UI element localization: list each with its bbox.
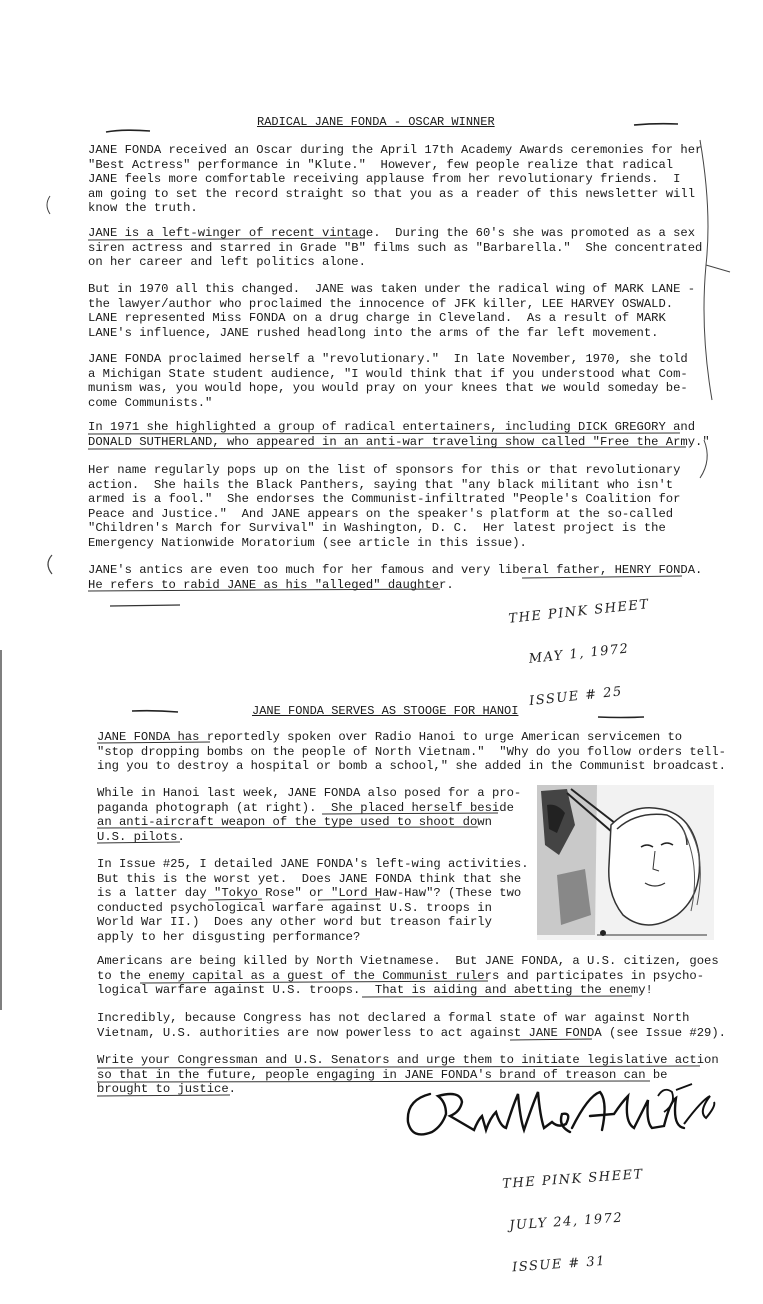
article1-paragraph-1: JANE FONDA received an Oscar during the April 17th Academy Awards ceremonies for her "Best Actress" performance in "Klute." However, few people realize that radical JANE feels more comfortable receiving applause from her revolutionary friends. I am going to set the record straight so that you as a reader of this newsletter will know the truth. bbox=[88, 143, 703, 216]
article2-paragraph-4: Americans are being killed by North Vietnamese. But JANE FONDA, a U.S. citizen, goes to the enemy capital as a guest of the Communist rulers and participates in psycho- logical warfare against U.S. troops. That is aiding and abetting the enemy! bbox=[97, 954, 719, 998]
note1-line-2: MAY 1, 1972 bbox=[528, 641, 631, 667]
note2-line-1: THE PINK SHEET bbox=[501, 1167, 645, 1192]
article2-paragraph-2: While in Hanoi last week, JANE FONDA also posed for a pro- paganda photograph (at right). She placed herself beside an anti-aircraft weapon of the type used to shoot down U.S. pilots. bbox=[97, 786, 522, 844]
note2-line-2: JULY 24, 1972 bbox=[508, 1210, 624, 1234]
article1-paragraph-5: In 1971 she highlighted a group of radical entertainers, including DICK GREGORY and DONALD SUTHERLAND, who appeared in an anti-war traveling show called "Free the Army." bbox=[88, 420, 710, 449]
article1-title: RADICAL JANE FONDA - OSCAR WINNER bbox=[257, 115, 495, 129]
article1-paragraph-6: Her name regularly pops up on the list of sponsors for this or that revolutionary action. She hails the Black Panthers, saying that "any black militant who isn't armed is a fool." She endorses the Communist-infiltrated "People's Coalition for Peace and Justice." And JANE appears on the speaker's platform at the so-called "Children's March for Survival" in Washington, D. C. Her latest project is the Emergency Nationwide Moratorium (see article in this issue). bbox=[88, 463, 681, 550]
article1-paragraph-3: But in 1970 all this changed. JANE was taken under the radical wing of MARK LANE - the lawyer/author who proclaimed the innocence of JFK killer, LEE HARVEY OSWALD. LANE represented Miss FONDA on a drug charge in Cleveland. As a result of MARK LANE's influence, JANE rushed headlong into the arms of the far left movement. bbox=[88, 282, 696, 340]
article1-paragraph-2: JANE is a left-winger of recent vintage. During the 60's she was promoted as a sex siren actress and starred in Grade "B" films such as "Barbarella." She concentrated on her career and left politics alone. bbox=[88, 226, 703, 270]
article2-paragraph-1: JANE FONDA has reportedly spoken over Radio Hanoi to urge American servicemen to "stop dropping bombs on the people of North Vietnam." "Why do you follow orders tell- ing you to destroy a hospital or bomb a school," she added in the Communist broadcast. bbox=[97, 730, 726, 774]
note1-line-1: THE PINK SHEET bbox=[507, 597, 651, 627]
article1-paragraph-4: JANE FONDA proclaimed herself a "revolutionary." In late November, 1970, she told a Michigan State student audience, "I would think that if you understood what Com- munism was, you would hope, you would pray on your knees that we would someday be- come Communists." bbox=[88, 352, 688, 410]
handwritten-underlines-article1 bbox=[0, 0, 763, 640]
article2-paragraph-5: Incredibly, because Congress has not declared a formal state of war against North Vietnam, U.S. authorities are now powerless to act against JANE FONDA (see Issue #29). bbox=[97, 1011, 726, 1040]
article2-title: JANE FONDA SERVES AS STOOGE FOR HANOI bbox=[252, 704, 519, 718]
handwritten-note-pink-sheet-issue-31 bbox=[500, 1140, 652, 1304]
propaganda-photograph bbox=[537, 785, 714, 940]
article2-paragraph-3: In Issue #25, I detailed JANE FONDA's left-wing activities. But this is the worst yet. Does JANE FONDA think that she is a latter day "Tokyo Rose" or "Lord Haw-Haw"? (These two conducted psychological warfare against U.S. troops in World War II.) Does any other word but treason fairly apply to her disgusting performance? bbox=[97, 857, 529, 944]
article1-paragraph-7: JANE's antics are even too much for her famous and very liberal father, HENRY FONDA. He refers to rabid JANE as his "alleged" daughter. bbox=[88, 563, 703, 592]
note2-line-3: ISSUE # 31 bbox=[511, 1253, 607, 1276]
note1-line-3: ISSUE # 25 bbox=[528, 684, 624, 710]
article2-paragraph-6: Write your Congressman and U.S. Senators and urge them to initiate legislative action so that in the future, people engaging in JANE FONDA's brand of treason can be brought to justice. bbox=[97, 1053, 719, 1097]
